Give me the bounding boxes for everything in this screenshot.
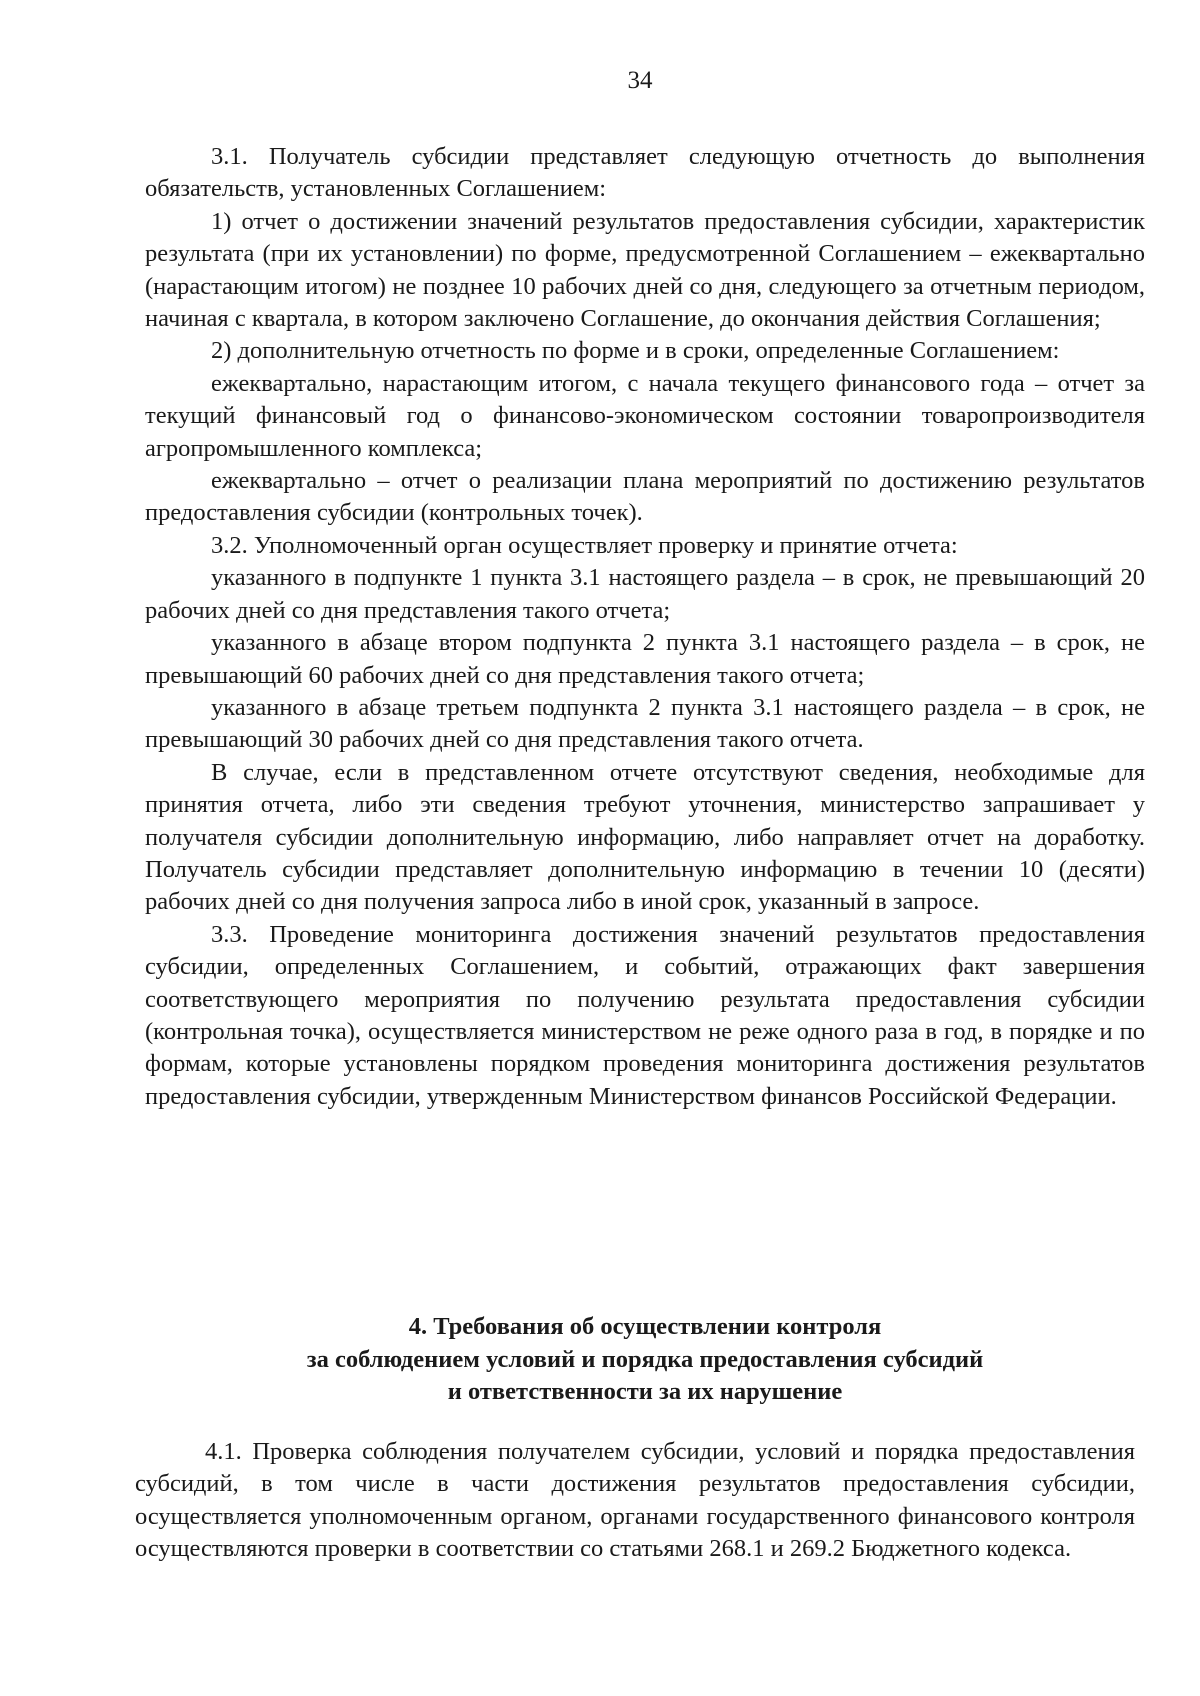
paragraph-3-3: 3.3. Проведение мониторинга достижения значений результатов предоставления субсидии, определенных Соглашением, и событий, отражающих факт завершения соответствующего мероприятия по получению результата предоставления субсидии (контрольная точка), осуществляется министерством не реже одного раза в год, в порядке и по формам, которые установлены порядком проведения мониторинга достижения результатов предоставления субсидии, утвержденным Министерством финансов Российской Федерации. (145, 920, 1145, 1110)
section-4-heading-line-2: за соблюдением условий и порядка предоставления субсидий (306, 1345, 984, 1373)
paragraph-3-2-sub-3: указанного в абзаце третьем подпункта 2 пункта 3.1 настоящего раздела – в срок, не превышающий 30 рабочих дней со дня представления такого отчета. (145, 693, 1145, 754)
section-4-heading (145, 1311, 1145, 1409)
section-4-heading-line-1: 4. Требования об осуществлении контроля (408, 1313, 882, 1340)
section-4-text (135, 1436, 1135, 1566)
paragraph-3-1-item-1: 1) отчет о достижении значений результатов предоставления субсидии, характеристик результата (при их установлении) по форме, предусмотренной Соглашением – ежеквартально (нарастающим итогом) не позднее 10 рабочих дней со дня, следующего за отчетным периодом, начиная с квартала, в котором заключено Соглашение, до окончания действия Соглашения; (145, 207, 1145, 333)
paragraph-4-1: 4.1. Проверка соблюдения получателем субсидии, условий и порядка предоставления субсидий, в том числе в части достижения результатов предоставления субсидии, осуществляется уполномоченным органом, органами государственного финансового контроля осуществляются проверки в соответствии со статьями 268.1 и 269.2 Бюджетного кодекса. (135, 1438, 1135, 1563)
section-4-heading-line-3: и ответственности за их нарушение (447, 1378, 843, 1405)
paragraph-3-1-item-2: 2) дополнительную отчетность по форме и в сроки, определенные Соглашением: (211, 337, 1060, 365)
paragraph-3-2-sub-2: указанного в абзаце втором подпункта 2 пункта 3.1 настоящего раздела – в срок, не превышающий 60 рабочих дней со дня представления такого отчета; (145, 629, 1145, 689)
page-number: 34 (627, 67, 653, 94)
paragraph-3-2: 3.2. Уполномоченный орган осуществляет проверку и принятие отчета: (211, 531, 958, 559)
paragraph-3-1: 3.1. Получатель субсидии представляет следующую отчетность до выполнения обязательств, установленных Соглашением: (145, 143, 1145, 203)
paragraph-3-1-item-2-quarterly-finance: ежеквартально, нарастающим итогом, с начала текущего финансового года – отчет за текущий финансовый год о финансово-экономическом состоянии товаропроизводителя агропромышленного комплекса; (145, 369, 1145, 462)
paragraph-3-2-clarification: В случае, если в представленном отчете отсутствуют сведения, необходимые для принятия отчета, либо эти сведения требуют уточнения, министерство запрашивает у получателя субсидии дополнительную информацию, либо направляет отчет на доработку. Получатель субсидии представляет дополнительную информацию в течении 10 (десяти) рабочих дней со дня получения запроса либо в иной срок, указанный в запросе. (145, 758, 1145, 916)
section-3-text (145, 141, 1145, 1113)
paragraph-3-1-item-2-quarterly-plan: ежеквартально – отчет о реализации плана мероприятий по достижению результатов предоставления субсидии (контрольных точек). (145, 467, 1145, 527)
paragraph-3-2-sub-1: указанного в подпункте 1 пункта 3.1 настоящего раздела – в срок, не превышающий 20 рабочих дней со дня представления такого отчета; (145, 564, 1145, 624)
